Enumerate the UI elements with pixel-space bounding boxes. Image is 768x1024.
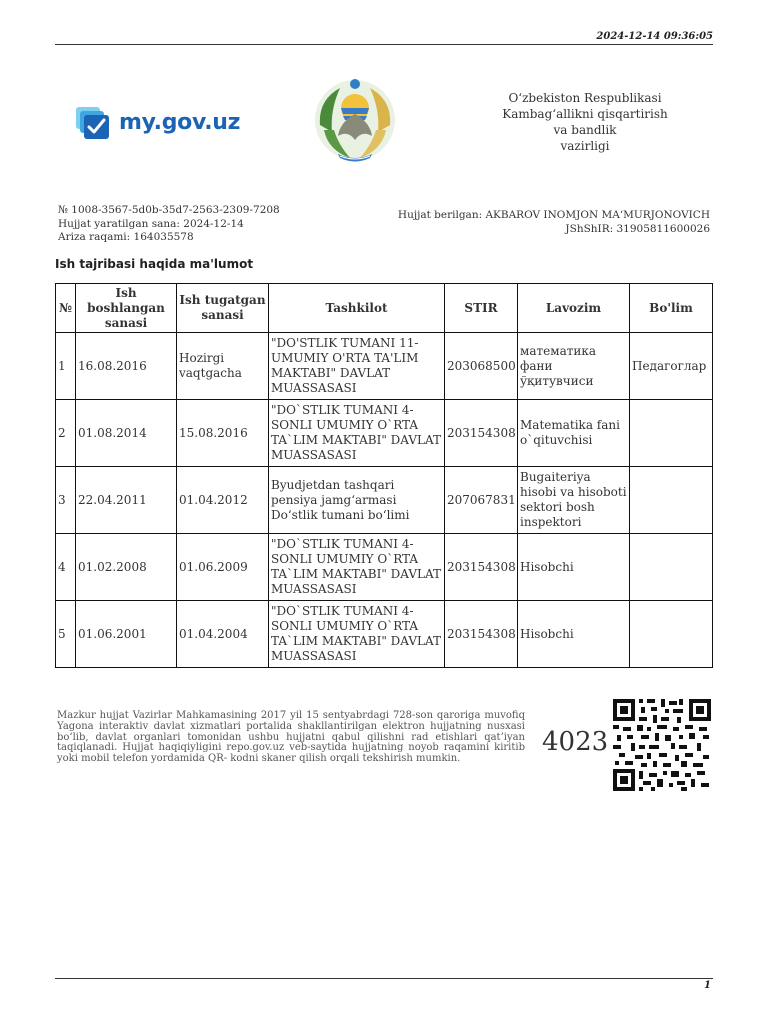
table-cell: 01.06.2001 (76, 601, 177, 668)
table-cell: математика фани ўқитувчиси (518, 333, 630, 400)
table-cell: Byudjetdan tashqari pensiya jamg‘armasi Do‘stlik tumani bo‘limi (269, 467, 445, 534)
table-row (56, 400, 713, 467)
table-cell: 2 (56, 400, 76, 467)
ministry-name (480, 90, 690, 154)
table-cell: Hisobchi (518, 534, 630, 601)
qr-code-icon (613, 699, 711, 791)
table-row (56, 601, 713, 668)
ministry-line: Kambag‘allikni qisqartirish (502, 107, 668, 121)
page-number: 1 (704, 980, 711, 991)
table-header-row (56, 284, 713, 333)
section-title: Ish tajribasi haqida ma'lumot (55, 257, 254, 271)
column-header: Tashkilot (269, 284, 445, 333)
table-cell: 15.08.2016 (177, 400, 269, 467)
table-cell: 01.06.2009 (177, 534, 269, 601)
table-row (56, 467, 713, 534)
recipient-meta (398, 209, 710, 236)
table-cell: Педагоглар (630, 333, 713, 400)
document-number: № 1008-3567-5d0b-35d7-2563-2309-7208 (58, 204, 280, 216)
table-cell: 1 (56, 333, 76, 400)
table-cell (630, 467, 713, 534)
table-cell: 01.04.2004 (177, 601, 269, 668)
top-divider (55, 44, 713, 45)
column-header: Bo'lim (630, 284, 713, 333)
table-cell: Hisobchi (518, 601, 630, 668)
table-cell: 01.02.2008 (76, 534, 177, 601)
bottom-divider (55, 978, 713, 979)
table-cell (630, 534, 713, 601)
table-cell: "DO`STLIK TUMANI 4-SONLI UMUMIY O`RTA TA`LIM MAKTABI" DAVLAT MUASSASASI (269, 534, 445, 601)
table-cell: 4 (56, 534, 76, 601)
document-meta (58, 204, 280, 245)
table-cell: "DO`STLIK TUMANI 4-SONLI UMUMIY O`RTA TA`LIM MAKTABI" DAVLAT MUASSASASI (269, 400, 445, 467)
work-experience-table (55, 283, 713, 668)
table-cell: 16.08.2016 (76, 333, 177, 400)
table-row (56, 534, 713, 601)
verification-code: 4023 (542, 727, 609, 757)
table-cell: 207067831 (445, 467, 518, 534)
ministry-line: O‘zbekiston Respublikasi (508, 91, 662, 105)
table-row (56, 333, 713, 400)
column-header: Lavozim (518, 284, 630, 333)
jshshir: JShShIR: 31905811600026 (565, 222, 710, 235)
ministry-line: va bandlik (553, 123, 617, 137)
table-cell: 5 (56, 601, 76, 668)
table-cell: 3 (56, 467, 76, 534)
table-cell: 203154308 (445, 400, 518, 467)
document-created-date: Hujjat yaratilgan sana: 2024-12-14 (58, 217, 244, 230)
column-header: Ish boshlangan sanasi (76, 284, 177, 333)
table-cell: 22.04.2011 (76, 467, 177, 534)
column-header: № (56, 284, 76, 333)
application-number: Ariza raqami: 164035578 (58, 231, 194, 243)
table-cell (630, 400, 713, 467)
table-cell: Hozirgi vaqtgacha (177, 333, 269, 400)
ministry-line: vazirligi (560, 139, 610, 153)
table-cell: Matematika fani o`qituvchisi (518, 400, 630, 467)
table-cell (630, 601, 713, 668)
column-header: Ish tugatgan sanasi (177, 284, 269, 333)
table-cell: 203068500 (445, 333, 518, 400)
legal-notice: Mazkur hujjat Vazirlar Mahkamasining 2017 yil 15 sentyabrdagi 728-son qaroriga muvofiq Yagona interaktiv davlat xizmatlari portalida shakllantirilgan elektron hujjatning nusxasi bo‘lib, davlat organlari tomonidan ushbu hujjatni qabul qilishni rad etishlari qat’iyan taqiqlanadi. Hujjat haqiqiyligini repo.gov.uz veb-saytida hujjatning noyob raqamini kiritib yoki mobil telefon yordamida QR- kodni skaner qilish orqali tekshirish mumkin. (57, 710, 525, 765)
issued-to: Hujjat berilgan: AKBAROV INOMJON MA‘MURJONOVICH (397, 209, 710, 221)
table-cell: 203154308 (445, 534, 518, 601)
table-cell: Bugaiteriya hisobi va hisoboti sektori bosh inspektori (518, 467, 630, 534)
mygovuz-logo (75, 104, 245, 144)
table-cell: 01.04.2012 (177, 467, 269, 534)
checkmark-logo-icon (75, 106, 111, 142)
table-cell: 01.08.2014 (76, 400, 177, 467)
state-emblem-icon (310, 70, 400, 166)
logo-text: my.gov.uz (119, 110, 241, 135)
table-cell: "DO`STLIK TUMANI 4-SONLI UMUMIY O`RTA TA`LIM MAKTABI" DAVLAT MUASSASASI (269, 601, 445, 668)
column-header: STIR (445, 284, 518, 333)
timestamp: 2024-12-14 09:36:05 (596, 31, 713, 42)
table-cell: 203154308 (445, 601, 518, 668)
table-cell: "DO'STLIK TUMANI 11-UMUMIY O'RTA TA'LIM MAKTABI" DAVLAT MUASSASASI (269, 333, 445, 400)
